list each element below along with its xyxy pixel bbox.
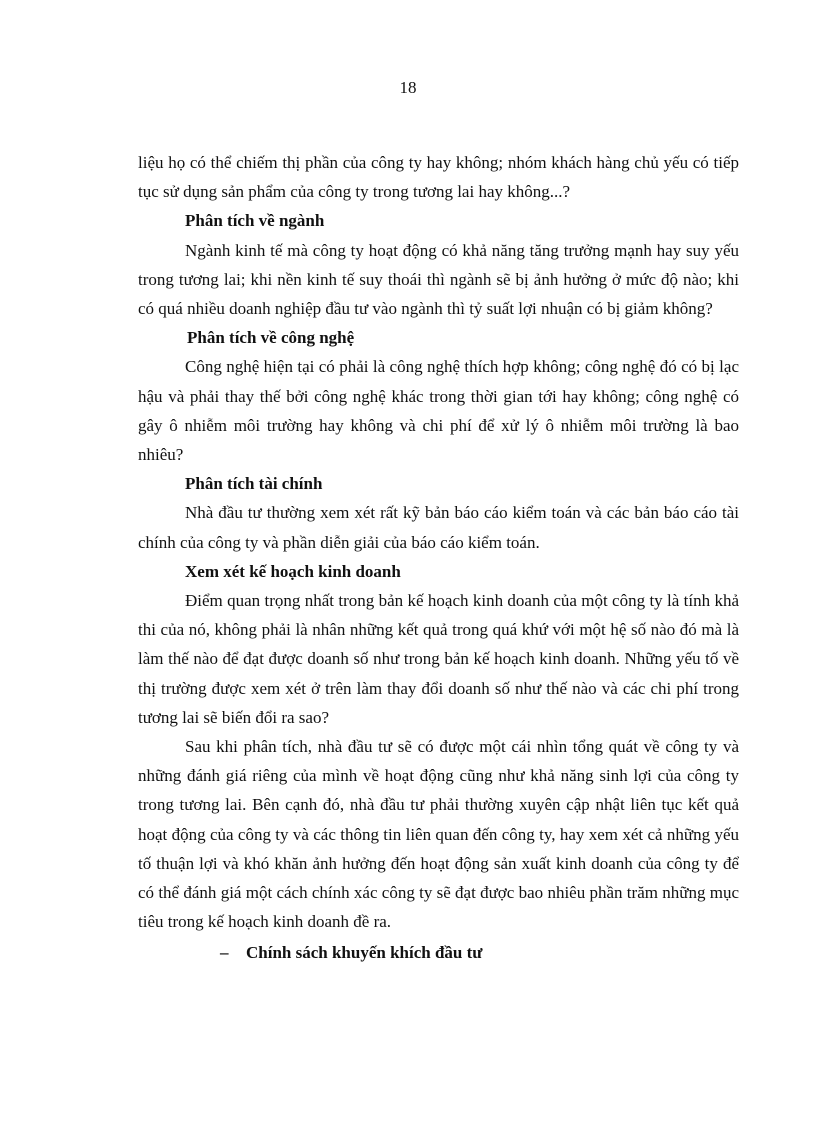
heading-technology-analysis: Phân tích về công nghệ <box>187 328 355 348</box>
industry-paragraph: Ngành kinh tế mà công ty hoạt động có khả năng tăng trưởng mạnh hay suy yếu trong tương lai; khi nền kinh tế suy thoái thì ngành sẽ bị ảnh hưởng ở mức độ nào; khi có quá nhiều doanh nghiệp đầu tư vào ngành thì tỷ suất lợi nhuận có bị giảm không? <box>138 240 739 319</box>
technology-paragraph: Công nghệ hiện tại có phải là công nghệ thích hợp không; công nghệ đó có bị lạc hậu và phải thay thế bởi công nghệ khác trong thời gian tới hay không; công nghệ có gây ô nhiễm môi trường hay không và chi phí để xử lý ô nhiễm môi trường là bao nhiêu? <box>138 357 739 465</box>
business-plan-paragraph: Điểm quan trọng nhất trong bản kế hoạch kinh doanh của một công ty là tính khả thi của nó, không phải là nhân những kết quả trong quá khứ với một hệ số nào đó mà là làm thế nào để đạt được doanh số như trong bản kế hoạch kinh doanh. Những yếu tố về thị trường được xem xét ở trên làm thay đổi doanh số như thế nào và các chi phí trong tương lai sẽ biến đổi ra sao? <box>138 591 739 727</box>
dash-bullet: – <box>220 943 229 963</box>
finance-paragraph: Nhà đầu tư thường xem xét rất kỹ bản báo cáo kiểm toán và các bản báo cáo tài chính của công ty và phần diễn giải của báo cáo kiểm toán. <box>138 503 739 552</box>
page-body <box>138 148 739 968</box>
heading-investment-incentive <box>138 938 739 967</box>
conclusion-paragraph: Sau khi phân tích, nhà đầu tư sẽ có được một cái nhìn tổng quát về công ty và những đánh giá riêng của mình về hoạt động cũng như khả năng sinh lợi của công ty trong tương lai. Bên cạnh đó, nhà đầu tư phải thường xuyên cập nhật liên tục kết quả hoạt động của công ty và các thông tin liên quan đến công ty, hay xem xét cả những yếu tố thuận lợi và khó khăn ảnh hưởng đến hoạt động sản xuất kinh doanh của công ty để có thể đánh giá một cách chính xác công ty sẽ đạt được bao nhiêu phần trăm những mục tiêu trong kế hoạch kinh doanh đề ra. <box>138 737 739 932</box>
heading-business-plan: Xem xét kế hoạch kinh doanh <box>185 561 401 581</box>
page-number: 18 <box>399 78 417 97</box>
heading-industry-analysis: Phân tích về ngành <box>185 211 325 231</box>
heading-investment-incentive-text: Chính sách khuyến khích đầu tư <box>246 943 483 963</box>
intro-paragraph: liệu họ có thể chiếm thị phần của công ty hay không; nhóm khách hàng chủ yếu có tiếp tục sử dụng sản phẩm của công ty trong tương lai hay không...? <box>138 153 739 202</box>
heading-financial-analysis: Phân tích tài chính <box>185 474 323 494</box>
